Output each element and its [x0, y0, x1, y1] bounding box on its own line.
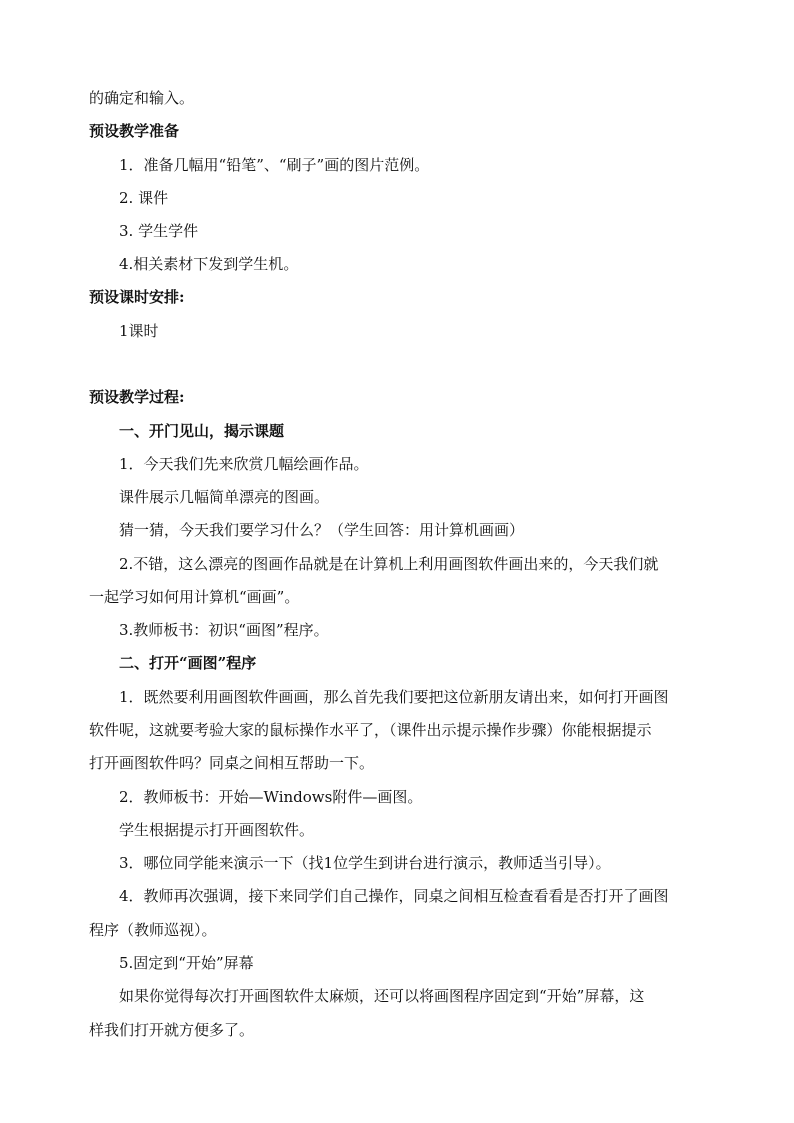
section-heading: 预设教学准备 — [89, 122, 180, 140]
list-item: 1．准备几幅用“铅笔”、“刷子”画的图片范例。 — [119, 156, 430, 174]
list-item: 4.相关素材下发到学生机。 — [119, 255, 299, 273]
subsection-heading: 一、开门见山，揭示课题 — [119, 422, 285, 440]
text-line: 程序（教师巡视）。 — [89, 921, 217, 939]
text-line: 学生根据提示打开画图软件。 — [119, 821, 315, 839]
text-line: 课件展示几幅简单漂亮的图画。 — [119, 488, 330, 506]
text-line: 软件呢，这就要考验大家的鼠标操作水平了，（课件出示提示操作步骤）你能根据提示 — [89, 721, 652, 739]
list-item: 3. 学生学件 — [119, 222, 199, 240]
list-item: 2. 课件 — [119, 189, 169, 207]
text-line: 如果你觉得每次打开画图软件太麻烦，还可以将画图程序固定到“开始”屏幕，这 — [119, 987, 645, 1005]
text-line: 打开画图软件吗？同桌之间相互帮助一下。 — [89, 754, 375, 772]
text-line: 3．哪位同学能来演示一下（找1位学生到讲台进行演示，教师适当引导）。 — [119, 854, 611, 872]
text-line: 1．既然要利用画图软件画画，那么首先我们要把这位新朋友请出来，如何打开画图 — [119, 688, 669, 706]
text-line: 5.固定到“开始”屏幕 — [119, 954, 254, 972]
text-line: 3.教师板书：初识“画图”程序。 — [119, 621, 329, 639]
text-line: 1．今天我们先来欣赏几幅绘画作品。 — [119, 455, 369, 473]
section-heading: 预设课时安排: — [89, 288, 185, 306]
text-line: 样我们打开就方便多了。 — [89, 1021, 255, 1039]
text-line: 一起学习如何用计算机“画画”。 — [89, 588, 300, 606]
text-line: 4．教师再次强调，接下来同学们自己操作，同桌之间相互检查看看是否打开了画图 — [119, 887, 669, 905]
text-line: 的确定和输入。 — [89, 89, 195, 107]
text-line: 1课时 — [119, 322, 159, 340]
text-line: 猜一猜，今天我们要学习什么？（学生回答：用计算机画画） — [119, 521, 525, 539]
section-heading: 预设教学过程: — [89, 388, 185, 406]
subsection-heading: 二、打开“画图”程序 — [119, 654, 257, 672]
text-line: 2．教师板书：开始—Windows附件—画图。 — [119, 788, 423, 806]
text-line: 2.不错，这么漂亮的图画作品就是在计算机上利用画图软件画出来的，今天我们就 — [119, 555, 659, 573]
